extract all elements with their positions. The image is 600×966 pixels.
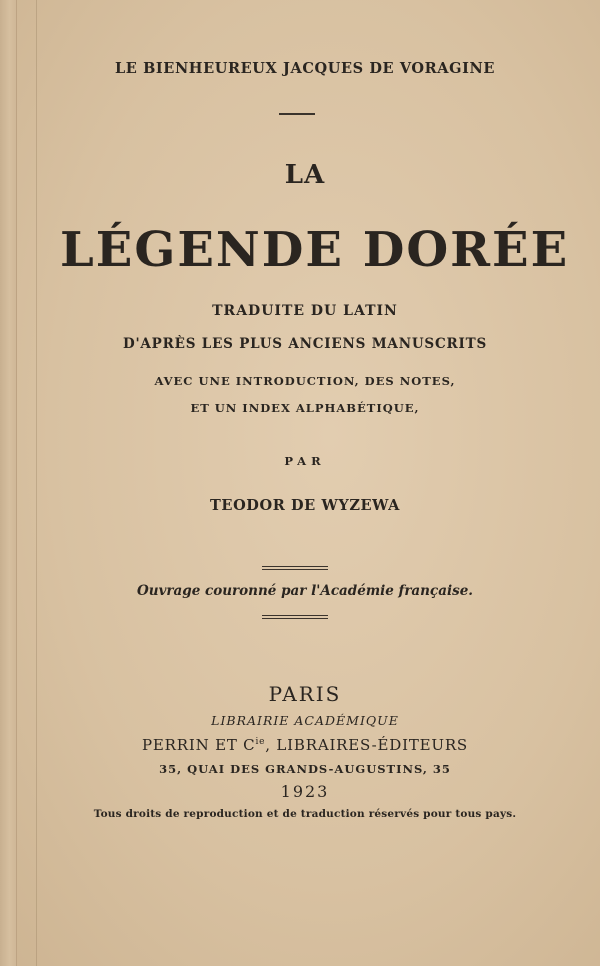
book-spine-edge [0,0,17,966]
page-fold-line [36,0,37,966]
publisher-address: 35, QUAI DES GRANDS-AUGUSTINS, 35 [159,762,451,776]
subtitle-line-3: AVEC UNE INTRODUCTION, DES NOTES, [154,374,456,388]
double-rule-bottom [262,618,328,619]
publisher-name: PERRIN ET C [142,736,256,754]
publication-city: PARIS [268,682,342,706]
author-line: LE BIENHEUREUX JACQUES DE VORAGINE [114,60,496,77]
translator-name: TEODOR DE WYZEWA [210,497,400,514]
subtitle-line-1: TRADUITE DU LATIN [212,303,398,319]
short-divider-rule [279,113,315,115]
publication-year: 1923 [280,782,330,801]
rights-notice: Tous droits de reproduction et de traduction réservés pour tous pays. [93,808,517,820]
double-rule-top [262,566,328,567]
publisher-line-2 [60,736,550,754]
publisher-superscript: ie [255,737,266,747]
book-title: LÉGENDE DORÉE [60,222,570,278]
title-article: LA [284,160,326,190]
award-line: Ouvrage couronné par l'Académie française. [137,583,473,599]
subtitle-line-4: ET UN INDEX ALPHABÉTIQUE, [190,401,420,415]
publisher-role: , LIBRAIRES-ÉDITEURS [265,736,468,754]
publisher-line-1: LIBRAIRIE ACADÉMIQUE [211,713,399,728]
by-line: PAR [284,454,326,468]
subtitle-line-2: D'APRÈS LES PLUS ANCIENS MANUSCRITS [122,336,488,352]
